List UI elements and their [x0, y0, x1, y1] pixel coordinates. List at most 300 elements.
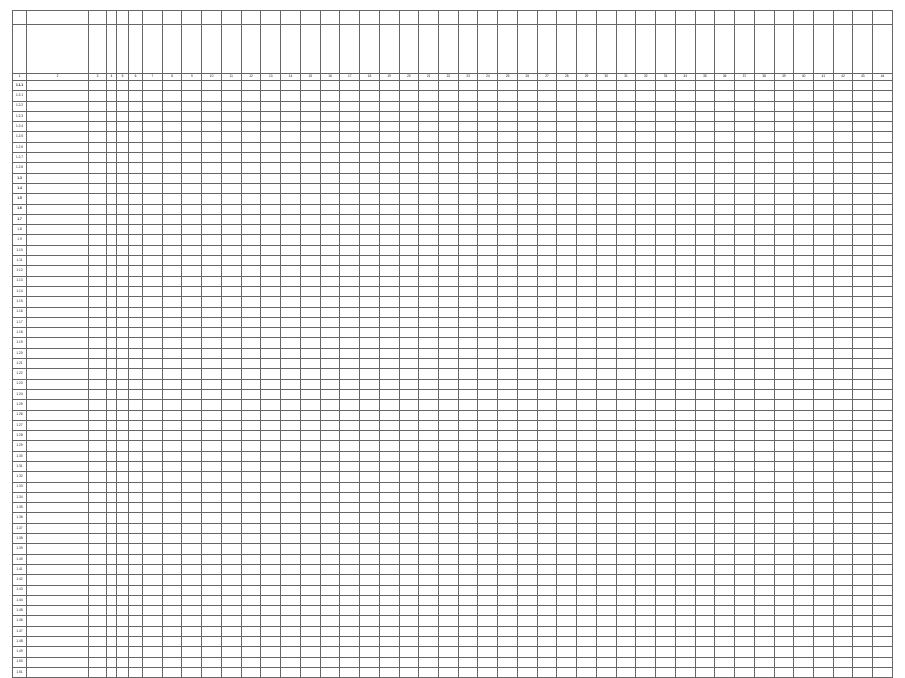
table-cell: [182, 647, 202, 657]
table-cell: [241, 647, 261, 657]
table-cell: [636, 420, 656, 430]
table-cell: [557, 328, 577, 338]
table-cell: [281, 266, 301, 276]
table-cell: [129, 338, 143, 348]
table-cell: [675, 389, 695, 399]
table-cell: [241, 338, 261, 348]
table-cell: [182, 369, 202, 379]
table-cell: [833, 307, 853, 317]
table-cell: [794, 276, 814, 286]
table-cell: [636, 544, 656, 554]
table-cell: [478, 317, 498, 327]
table-cell: [695, 503, 715, 513]
table-cell: [241, 626, 261, 636]
table-cell: [754, 492, 774, 502]
table-cell: [557, 122, 577, 132]
table-cell: [616, 410, 636, 420]
table-cell: [281, 472, 301, 482]
table-cell: [754, 595, 774, 605]
table-cell: [439, 276, 459, 286]
table-cell: [143, 183, 163, 193]
table-cell: [143, 348, 163, 358]
table-cell: [754, 534, 774, 544]
table-cell: [221, 359, 241, 369]
table-row: [13, 492, 893, 502]
table-cell: [379, 503, 399, 513]
table-cell: [117, 657, 129, 667]
table-cell: [636, 338, 656, 348]
table-cell: [833, 183, 853, 193]
table-cell: [221, 276, 241, 286]
table-cell: [360, 616, 380, 626]
table-cell: [300, 554, 320, 564]
table-cell: [517, 513, 537, 523]
table-cell: [675, 297, 695, 307]
table-cell: [89, 431, 107, 441]
table-cell: [813, 111, 833, 121]
table-cell: [379, 266, 399, 276]
table-cell: [735, 194, 755, 204]
header-cell: [517, 11, 537, 25]
table-cell: [458, 595, 478, 605]
table-cell: [320, 513, 340, 523]
table-cell: [439, 297, 459, 307]
table-cell: [675, 513, 695, 523]
table-cell: [129, 328, 143, 338]
table-row: [13, 122, 893, 132]
table-cell: [360, 431, 380, 441]
table-cell: [596, 606, 616, 616]
table-cell: [143, 554, 163, 564]
table-cell: [129, 637, 143, 647]
table-cell: [616, 204, 636, 214]
table-cell: [675, 595, 695, 605]
table-cell: [675, 317, 695, 327]
table-cell: [379, 369, 399, 379]
table-cell: [675, 637, 695, 647]
table-cell: [379, 214, 399, 224]
row-code: 1.18: [13, 328, 27, 338]
table-cell: [320, 503, 340, 513]
table-cell: [379, 91, 399, 101]
table-cell: [675, 544, 695, 554]
table-cell: [754, 276, 774, 286]
table-cell: [478, 534, 498, 544]
table-cell: [675, 503, 695, 513]
table-cell: [107, 348, 117, 358]
table-cell: [162, 667, 182, 677]
table-cell: [754, 667, 774, 677]
table-cell: [616, 101, 636, 111]
table-cell: [636, 235, 656, 245]
table-cell: [853, 389, 873, 399]
row-code: 1.25: [13, 400, 27, 410]
table-cell: [735, 81, 755, 91]
table-cell: [735, 667, 755, 677]
table-cell: [241, 276, 261, 286]
table-cell: [143, 564, 163, 574]
table-cell: [873, 111, 893, 121]
table-cell: [715, 472, 735, 482]
table-cell: [675, 575, 695, 585]
table-cell: [107, 554, 117, 564]
table-cell: [636, 647, 656, 657]
table-cell: [458, 400, 478, 410]
table-cell: [182, 153, 202, 163]
table-cell: [300, 214, 320, 224]
table-cell: [735, 420, 755, 430]
table-cell: [320, 276, 340, 286]
table-cell: [537, 389, 557, 399]
row-name: [27, 214, 89, 224]
table-cell: [577, 163, 597, 173]
table-cell: [596, 348, 616, 358]
table-cell: [320, 616, 340, 626]
table-cell: [360, 173, 380, 183]
table-cell: [340, 101, 360, 111]
table-cell: [478, 91, 498, 101]
table-cell: [129, 235, 143, 245]
table-cell: [813, 544, 833, 554]
table-cell: [458, 81, 478, 91]
table-cell: [557, 492, 577, 502]
table-cell: [129, 657, 143, 667]
table-cell: [89, 256, 107, 266]
table-cell: [616, 400, 636, 410]
table-cell: [340, 348, 360, 358]
table-cell: [537, 297, 557, 307]
table-cell: [182, 461, 202, 471]
table-cell: [675, 492, 695, 502]
table-cell: [517, 359, 537, 369]
table-cell: [129, 647, 143, 657]
table-cell: [537, 142, 557, 152]
table-row: [13, 173, 893, 183]
table-cell: [616, 348, 636, 358]
table-cell: [813, 225, 833, 235]
table-cell: [774, 400, 794, 410]
row-name: [27, 606, 89, 616]
table-cell: [458, 111, 478, 121]
table-cell: [557, 307, 577, 317]
table-cell: [517, 647, 537, 657]
row-code: 1.13: [13, 276, 27, 286]
table-cell: [557, 359, 577, 369]
table-cell: [89, 647, 107, 657]
table-cell: [537, 503, 557, 513]
table-cell: [636, 297, 656, 307]
table-cell: [241, 132, 261, 142]
table-cell: [360, 379, 380, 389]
row-code: 1.2.4: [13, 122, 27, 132]
row-code: 1.46: [13, 616, 27, 626]
table-cell: [636, 534, 656, 544]
table-cell: [478, 420, 498, 430]
table-cell: [117, 667, 129, 677]
table-cell: [89, 461, 107, 471]
table-cell: [577, 595, 597, 605]
table-cell: [379, 523, 399, 533]
table-cell: [182, 585, 202, 595]
table-cell: [202, 328, 222, 338]
table-cell: [241, 482, 261, 492]
table-cell: [202, 523, 222, 533]
table-cell: [419, 369, 439, 379]
table-cell: [636, 461, 656, 471]
table-cell: [695, 400, 715, 410]
table-cell: [439, 307, 459, 317]
row-code: 1.17: [13, 317, 27, 327]
table-cell: [202, 348, 222, 358]
table-cell: [517, 266, 537, 276]
row-name: [27, 482, 89, 492]
table-cell: [517, 122, 537, 132]
table-cell: [320, 111, 340, 121]
table-cell: [129, 369, 143, 379]
table-cell: [419, 482, 439, 492]
table-cell: [715, 81, 735, 91]
table-cell: [379, 544, 399, 554]
table-cell: [833, 369, 853, 379]
table-cell: [221, 513, 241, 523]
table-cell: [517, 451, 537, 461]
table-cell: [478, 564, 498, 574]
table-cell: [221, 297, 241, 307]
table-cell: [695, 554, 715, 564]
table-cell: [162, 503, 182, 513]
table-cell: [873, 513, 893, 523]
table-cell: [774, 503, 794, 513]
table-cell: [129, 667, 143, 677]
table-cell: [833, 297, 853, 307]
table-cell: [675, 606, 695, 616]
table-cell: [537, 585, 557, 595]
column-number: 44: [873, 74, 893, 81]
table-cell: [636, 111, 656, 121]
table-cell: [458, 183, 478, 193]
table-cell: [833, 410, 853, 420]
table-cell: [478, 163, 498, 173]
row-code: 1.51: [13, 667, 27, 677]
table-cell: [379, 420, 399, 430]
subheader-cell: [833, 25, 853, 74]
table-cell: [399, 101, 419, 111]
table-cell: [557, 379, 577, 389]
table-cell: [873, 657, 893, 667]
table-cell: [754, 513, 774, 523]
table-cell: [162, 204, 182, 214]
table-cell: [221, 266, 241, 276]
table-cell: [360, 389, 380, 399]
table-cell: [360, 523, 380, 533]
table-cell: [774, 256, 794, 266]
table-cell: [300, 595, 320, 605]
table-cell: [754, 122, 774, 132]
table-cell: [656, 534, 676, 544]
table-cell: [537, 369, 557, 379]
table-cell: [143, 492, 163, 502]
table-cell: [117, 369, 129, 379]
table-cell: [833, 544, 853, 554]
table-cell: [557, 225, 577, 235]
table-cell: [675, 410, 695, 420]
table-cell: [399, 585, 419, 595]
table-cell: [813, 297, 833, 307]
table-cell: [537, 214, 557, 224]
table-cell: [656, 482, 676, 492]
table-cell: [162, 142, 182, 152]
table-cell: [281, 122, 301, 132]
table-cell: [557, 472, 577, 482]
table-cell: [419, 286, 439, 296]
table-cell: [439, 564, 459, 574]
subheader-cell: [695, 25, 715, 74]
table-cell: [517, 183, 537, 193]
table-cell: [794, 575, 814, 585]
table-cell: [794, 503, 814, 513]
table-cell: [129, 204, 143, 214]
table-cell: [577, 575, 597, 585]
table-cell: [221, 256, 241, 266]
table-cell: [517, 214, 537, 224]
table-cell: [202, 616, 222, 626]
table-cell: [794, 194, 814, 204]
table-cell: [754, 111, 774, 121]
table-cell: [241, 317, 261, 327]
table-cell: [162, 595, 182, 605]
table-cell: [300, 173, 320, 183]
table-cell: [774, 307, 794, 317]
table-cell: [320, 91, 340, 101]
table-cell: [89, 400, 107, 410]
table-cell: [517, 317, 537, 327]
table-cell: [774, 153, 794, 163]
table-cell: [300, 503, 320, 513]
table-cell: [300, 111, 320, 121]
table-cell: [379, 163, 399, 173]
table-cell: [794, 626, 814, 636]
table-cell: [129, 554, 143, 564]
table-cell: [300, 564, 320, 574]
table-cell: [813, 204, 833, 214]
table-cell: [221, 348, 241, 358]
table-cell: [261, 513, 281, 523]
table-cell: [794, 472, 814, 482]
table-cell: [419, 173, 439, 183]
table-cell: [853, 235, 873, 245]
table-cell: [107, 204, 117, 214]
table-cell: [656, 451, 676, 461]
table-cell: [340, 637, 360, 647]
table-cell: [774, 482, 794, 492]
table-cell: [577, 338, 597, 348]
table-cell: [774, 348, 794, 358]
table-cell: [399, 235, 419, 245]
table-cell: [656, 111, 676, 121]
table-cell: [715, 204, 735, 214]
table-cell: [833, 637, 853, 647]
table-cell: [695, 626, 715, 636]
table-cell: [675, 91, 695, 101]
table-cell: [281, 276, 301, 286]
table-cell: [261, 91, 281, 101]
table-cell: [616, 142, 636, 152]
header-cell: [537, 11, 557, 25]
table-cell: [616, 564, 636, 574]
table-cell: [656, 266, 676, 276]
table-cell: [379, 348, 399, 358]
table-cell: [636, 328, 656, 338]
table-cell: [143, 245, 163, 255]
table-cell: [833, 225, 853, 235]
subheader-cell: [675, 25, 695, 74]
table-cell: [636, 122, 656, 132]
table-cell: [439, 359, 459, 369]
table-cell: [162, 534, 182, 544]
table-cell: [774, 266, 794, 276]
table-cell: [340, 523, 360, 533]
table-cell: [656, 286, 676, 296]
table-cell: [596, 81, 616, 91]
table-cell: [596, 338, 616, 348]
table-cell: [202, 461, 222, 471]
table-cell: [813, 585, 833, 595]
table-cell: [715, 492, 735, 502]
table-cell: [813, 266, 833, 276]
table-cell: [439, 534, 459, 544]
table-cell: [458, 348, 478, 358]
table-cell: [596, 585, 616, 595]
table-cell: [221, 657, 241, 667]
table-cell: [89, 606, 107, 616]
table-cell: [261, 420, 281, 430]
table-cell: [399, 523, 419, 533]
table-cell: [695, 482, 715, 492]
table-cell: [89, 91, 107, 101]
table-cell: [616, 441, 636, 451]
row-code: 1.36: [13, 513, 27, 523]
subheader-cell: [557, 25, 577, 74]
table-cell: [794, 101, 814, 111]
table-cell: [715, 297, 735, 307]
table-cell: [117, 410, 129, 420]
table-cell: [340, 328, 360, 338]
table-cell: [754, 451, 774, 461]
table-cell: [89, 286, 107, 296]
table-cell: [853, 328, 873, 338]
table-cell: [182, 667, 202, 677]
table-cell: [833, 348, 853, 358]
table-cell: [117, 245, 129, 255]
table-cell: [379, 482, 399, 492]
table-cell: [517, 256, 537, 266]
table-cell: [241, 503, 261, 513]
table-cell: [107, 616, 117, 626]
table-cell: [498, 122, 518, 132]
table-cell: [537, 626, 557, 636]
table-cell: [320, 214, 340, 224]
table-cell: [320, 400, 340, 410]
table-cell: [281, 410, 301, 420]
table-row: [13, 81, 893, 91]
table-cell: [656, 554, 676, 564]
table-cell: [129, 410, 143, 420]
subheader-cell: [774, 25, 794, 74]
table-cell: [320, 606, 340, 616]
table-cell: [281, 657, 301, 667]
table-cell: [340, 606, 360, 616]
table-cell: [675, 142, 695, 152]
